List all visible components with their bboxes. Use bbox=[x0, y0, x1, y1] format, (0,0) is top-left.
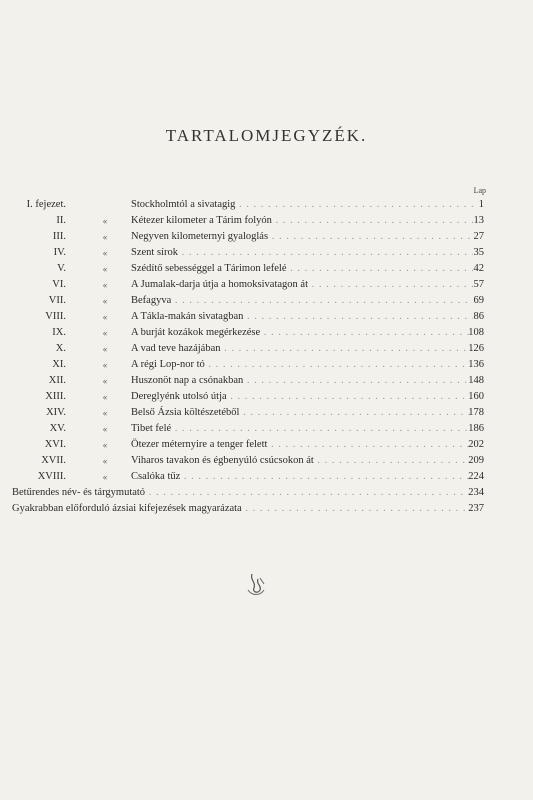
chapter-number: IV. bbox=[53, 247, 66, 258]
page-title: TARTALOMJEGYZÉK. bbox=[165, 126, 368, 145]
toc-entry bbox=[0, 214, 533, 228]
toc-entry bbox=[0, 422, 533, 436]
toc-entry bbox=[0, 278, 533, 292]
chapter-number: XVIII. bbox=[37, 471, 66, 482]
page-number: 42 bbox=[473, 263, 484, 274]
page-number: 224 bbox=[468, 471, 484, 482]
chapter-number: VI. bbox=[52, 279, 66, 290]
page-number: 13 bbox=[473, 215, 484, 226]
toc-entry bbox=[0, 358, 533, 372]
chapter-number: X. bbox=[55, 343, 66, 354]
chapter-number: IX. bbox=[52, 327, 66, 338]
ditto-mark: « bbox=[102, 216, 108, 226]
appendix-title: Gyakrabban előforduló ázsiai kifejezések magyarázata . . . bbox=[12, 502, 473, 516]
toc-entry bbox=[0, 390, 533, 404]
chapter-number: XVII. bbox=[41, 455, 66, 466]
chapter-title: Viharos tavakon és égbenyúló csúcsokon át . . . bbox=[131, 454, 473, 468]
ditto-mark: « bbox=[102, 472, 108, 482]
chapter-number: V. bbox=[57, 263, 66, 274]
ditto-mark: « bbox=[102, 232, 108, 242]
toc-entry bbox=[0, 406, 533, 420]
chapter-title: A Jumalak-darja útja a homoksivatagon át . . . bbox=[131, 278, 473, 292]
toc-entry bbox=[0, 326, 533, 340]
chapter-title: Csalóka tűz . . . bbox=[131, 470, 473, 484]
page-number: 178 bbox=[468, 407, 484, 418]
page-number: 237 bbox=[468, 503, 484, 514]
chapter-title: Kétezer kilometer a Tárim folyón . . . bbox=[131, 214, 473, 228]
ditto-mark: « bbox=[102, 408, 108, 418]
chapter-title: A burját kozákok megérkezése . . . bbox=[131, 326, 473, 340]
toc-entry bbox=[0, 310, 533, 324]
chapter-number: XVI. bbox=[44, 439, 66, 450]
toc-appendix-entry bbox=[0, 502, 533, 516]
page-number: 209 bbox=[468, 455, 484, 466]
page-number: 1 bbox=[478, 199, 484, 210]
ditto-mark: « bbox=[102, 440, 108, 450]
toc-entry bbox=[0, 230, 533, 244]
chapter-number: XIII. bbox=[45, 391, 66, 402]
chapter-number: VIII. bbox=[45, 311, 66, 322]
toc-entry bbox=[0, 198, 533, 212]
page-number: 86 bbox=[473, 311, 484, 322]
chapter-title: Negyven kilometernyi gyaloglás . . . bbox=[131, 230, 473, 244]
page-number: 57 bbox=[473, 279, 484, 290]
chapter-title: Szédítő sebességgel a Tárimon lefelé . . . bbox=[131, 262, 473, 276]
ditto-mark: « bbox=[102, 312, 108, 322]
page-number: 35 bbox=[473, 247, 484, 258]
chapter-number: III. bbox=[52, 231, 66, 242]
toc-entry bbox=[0, 374, 533, 388]
chapter-number: XIV. bbox=[46, 407, 66, 418]
chapter-title: Szent sírok . . . bbox=[131, 246, 473, 260]
ditto-mark: « bbox=[102, 248, 108, 258]
toc-entry bbox=[0, 470, 533, 484]
chapter-title: Belső Ázsia költészetéből . . . bbox=[131, 406, 473, 420]
page-number: 126 bbox=[468, 343, 484, 354]
chapter-title: Befagyva . . . bbox=[131, 294, 473, 308]
chapter-title: A Tákla-makán sivatagban . . . bbox=[131, 310, 473, 324]
chapter-number: II. bbox=[56, 215, 66, 226]
library-stamp-mark bbox=[238, 570, 278, 600]
page-number: 69 bbox=[473, 295, 484, 306]
chapter-number: VII. bbox=[48, 295, 66, 306]
chapter-title: Tibet felé . . . bbox=[131, 422, 473, 436]
page-number: 108 bbox=[468, 327, 484, 338]
chapter-title: Huszonöt nap a csónakban . . . bbox=[131, 374, 473, 388]
toc-appendix-entry bbox=[0, 486, 533, 500]
page-number: 202 bbox=[468, 439, 484, 450]
ditto-mark: « bbox=[102, 456, 108, 466]
toc-entry bbox=[0, 262, 533, 276]
toc-entry bbox=[0, 342, 533, 356]
page-number: 27 bbox=[473, 231, 484, 242]
page-number: 148 bbox=[468, 375, 484, 386]
chapter-number: XII. bbox=[48, 375, 66, 386]
ditto-mark: « bbox=[102, 280, 108, 290]
page-number: 186 bbox=[468, 423, 484, 434]
chapter-number: XV. bbox=[49, 423, 66, 434]
chapter-title: A vad teve hazájában . . . bbox=[131, 342, 473, 356]
ditto-mark: « bbox=[102, 424, 108, 434]
ditto-mark: « bbox=[102, 328, 108, 338]
appendix-title: Betűrendes név- és tárgymutató . . . bbox=[12, 486, 473, 500]
page-number: 234 bbox=[468, 487, 484, 498]
chapter-title: Ötezer méternyire a tenger felett . . . bbox=[131, 438, 473, 452]
toc-entry bbox=[0, 294, 533, 308]
chapter-title: Dereglyénk utolsó útja . . . bbox=[131, 390, 473, 404]
chapter-number: XI. bbox=[52, 359, 66, 370]
ditto-mark: « bbox=[102, 376, 108, 386]
ditto-mark: « bbox=[102, 360, 108, 370]
chapter-title: Stockholmtól a sivatagig . . . bbox=[131, 198, 473, 212]
page-number: 136 bbox=[468, 359, 484, 370]
page-number: 160 bbox=[468, 391, 484, 402]
toc-entry bbox=[0, 246, 533, 260]
ditto-mark: « bbox=[102, 392, 108, 402]
ditto-mark: « bbox=[102, 344, 108, 354]
page-column-label: Lap bbox=[473, 186, 486, 195]
toc-entry bbox=[0, 438, 533, 452]
ditto-mark: « bbox=[102, 296, 108, 306]
chapter-number: I. fejezet. bbox=[26, 199, 66, 210]
ditto-mark: « bbox=[102, 264, 108, 274]
toc-entry bbox=[0, 454, 533, 468]
chapter-title: A régi Lop-nor tó . . . bbox=[131, 358, 473, 372]
